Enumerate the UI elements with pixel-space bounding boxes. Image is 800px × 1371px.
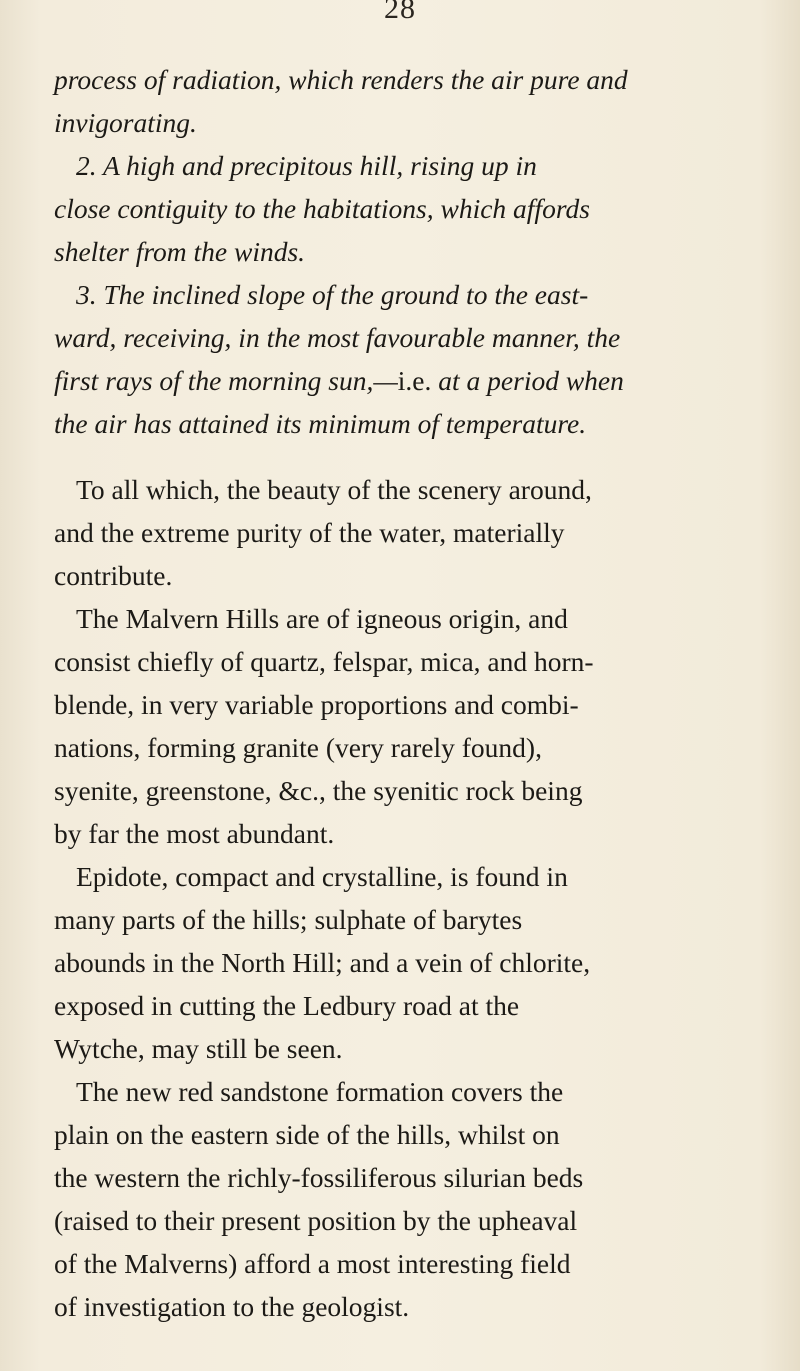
text-line: contribute. xyxy=(54,560,173,591)
text-line: the air has attained its minimum of temperature. xyxy=(54,408,587,439)
text-line: nations, forming granite (very rarely found), xyxy=(54,732,542,763)
italic-list-block xyxy=(54,58,770,445)
text-line: of the Malverns) afford a most interesting field xyxy=(54,1248,571,1279)
paragraph-start: To all which, the beauty of the scenery around, xyxy=(76,474,592,505)
text-line: shelter from the winds. xyxy=(54,236,306,267)
text-line: exposed in cutting the Ledbury road at the xyxy=(54,990,520,1021)
text-line: abounds in the North Hill; and a vein of chlorite, xyxy=(54,947,591,978)
text-line: syenite, greenstone, &c., the syenitic rock being xyxy=(54,775,583,806)
text-line: close contiguity to the habitations, which affords xyxy=(54,193,590,224)
list-item-3: 3. The inclined slope of the ground to the east- xyxy=(76,279,589,310)
text-line xyxy=(54,359,770,402)
list-item-2: 2. A high and precipitous hill, rising up in xyxy=(76,150,537,181)
text-line: the western the richly-fossiliferous silurian beds xyxy=(54,1162,584,1193)
text-line: (raised to their present position by the upheaval xyxy=(54,1205,578,1236)
text-line: ward, receiving, in the most favourable manner, the xyxy=(54,322,621,353)
page-number: 28 xyxy=(384,0,416,25)
text-line: invigorating. xyxy=(54,107,197,138)
paragraph-start: Epidote, compact and crystalline, is found in xyxy=(76,861,568,892)
text-line: of investigation to the geologist. xyxy=(54,1291,410,1322)
text-line: Wytche, may still be seen. xyxy=(54,1033,343,1064)
paragraph-start: The new red sandstone formation covers the xyxy=(76,1076,564,1107)
text-line: process of radiation, which renders the air pure and xyxy=(54,64,628,95)
abbreviation-ie: i.e. xyxy=(397,365,432,396)
text-line: by far the most abundant. xyxy=(54,818,335,849)
text-line: consist chiefly of quartz, felspar, mica, and horn- xyxy=(54,646,594,677)
text-line: and the extreme purity of the water, materially xyxy=(54,517,565,548)
text-segment: at a period when xyxy=(431,365,624,396)
text-line: many parts of the hills; sulphate of barytes xyxy=(54,904,523,935)
text-segment: first rays of the morning sun,— xyxy=(54,365,398,396)
text-line: plain on the eastern side of the hills, whilst on xyxy=(54,1119,560,1150)
body-text-block xyxy=(54,468,770,1328)
paragraph-start: The Malvern Hills are of igneous origin, and xyxy=(76,603,568,634)
text-line: blende, in very variable proportions and combi- xyxy=(54,689,579,720)
